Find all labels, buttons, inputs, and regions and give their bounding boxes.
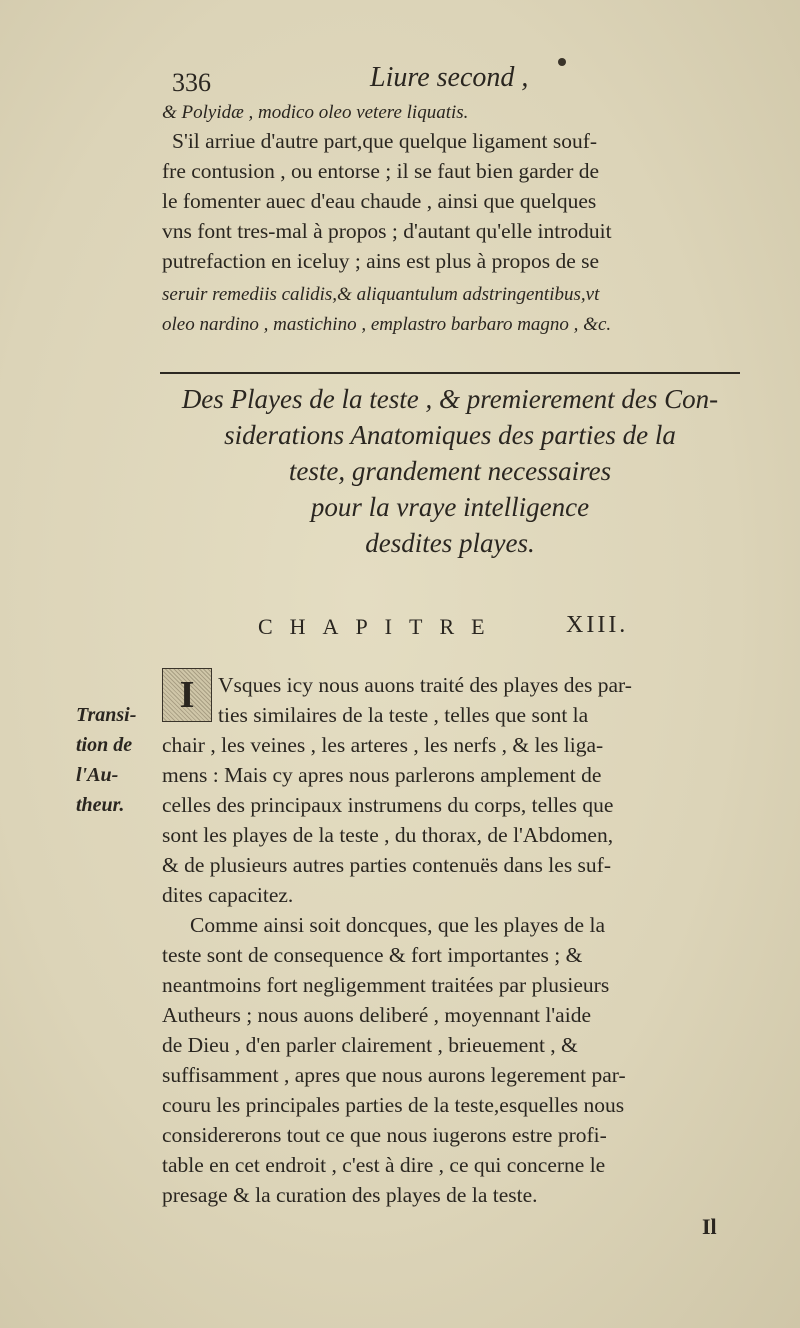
margin-note-line-2: tion de xyxy=(76,734,133,756)
heading-line-1: Des Playes de la teste , & premierement des Con- xyxy=(181,384,719,414)
body-line-13: de Dieu , d'en parler clairement , brieuement , & xyxy=(162,1033,578,1057)
body-line-3: chair , les veines , les arteres , les nerfs , & les liga- xyxy=(162,733,604,757)
intro-line-7: seruir remediis calidis,& aliquantulum adstringentibus,vt xyxy=(162,284,600,305)
heading-line-5: desdites playes. xyxy=(365,528,535,558)
body-line-10: teste sont de consequence & fort importantes ; & xyxy=(162,943,583,967)
heading-line-3: teste, grandement necessaires xyxy=(288,456,612,486)
body-line-18: presage & la curation des playes de la teste. xyxy=(162,1183,538,1207)
body-line-7: & de plusieurs autres parties contenuës dans les suf- xyxy=(162,853,611,877)
heading-line-4: pour la vraye intelligence xyxy=(310,492,590,522)
section-rule xyxy=(160,372,740,374)
body-line-11: neantmoins fort negligemment traitées par plusieurs xyxy=(162,973,610,997)
heading-line-2: siderations Anatomiques des parties de la xyxy=(224,420,676,450)
body-line-6: sont les playes de la teste , du thorax, de l'Abdomen, xyxy=(162,823,614,847)
intro-line-8: oleo nardino , mastichino , emplastro barbaro magno , &c. xyxy=(162,314,612,335)
body-line-17: table en cet endroit , c'est à dire , ce qui concerne le xyxy=(162,1153,606,1177)
body-line-5: celles des principaux instrumens du corps, telles que xyxy=(162,793,614,817)
margin-note-line-4: theur. xyxy=(76,794,125,816)
body-line-14: suffisamment , apres que nous aurons legerement par- xyxy=(162,1063,626,1087)
margin-note-line-1: Transi- xyxy=(76,704,137,726)
intro-line-4: le fomenter auec d'eau chaude , ainsi que quelques xyxy=(162,189,597,213)
body-line-2: ties similaires de la teste , telles que sont la xyxy=(218,703,589,727)
ink-dot xyxy=(558,58,566,66)
body-line-16: considererons tout ce que nous iugerons estre profi- xyxy=(162,1123,607,1147)
intro-line-6: putrefaction en iceluy ; ains est plus à propos de se xyxy=(162,249,600,273)
body-line-8: dites capacitez. xyxy=(162,883,294,907)
dropcap-initial: I xyxy=(162,668,212,722)
intro-line-2: S'il arriue d'autre part,que quelque ligament souf- xyxy=(172,129,598,153)
catchword: Il xyxy=(702,1214,717,1239)
intro-line-5: vns font tres-mal à propos ; d'autant qu'elle introduit xyxy=(162,219,612,243)
body-line-9: Comme ainsi soit doncques, que les playes de la xyxy=(190,913,605,937)
body-line-12: Autheurs ; nous auons deliberé , moyennant l'aide xyxy=(162,1003,591,1027)
margin-note-line-3: l'Au- xyxy=(76,764,119,786)
chapter-number: XIII. xyxy=(566,612,629,638)
page-number: 336 xyxy=(172,68,211,97)
body-line-15: couru les principales parties de la teste,esquelles nous xyxy=(162,1093,625,1117)
intro-line-3: fre contusion , ou entorse ; il se faut bien garder de xyxy=(162,159,600,183)
chapter-label: CHAPITRE xyxy=(258,614,502,639)
running-title: Liure second , xyxy=(370,62,529,93)
body-line-1: Vsques icy nous auons traité des playes des par- xyxy=(218,673,632,697)
intro-line-1: & Polyidæ , modico oleo vetere liquatis. xyxy=(162,102,469,123)
body-line-4: mens : Mais cy apres nous parlerons amplement de xyxy=(162,763,602,787)
